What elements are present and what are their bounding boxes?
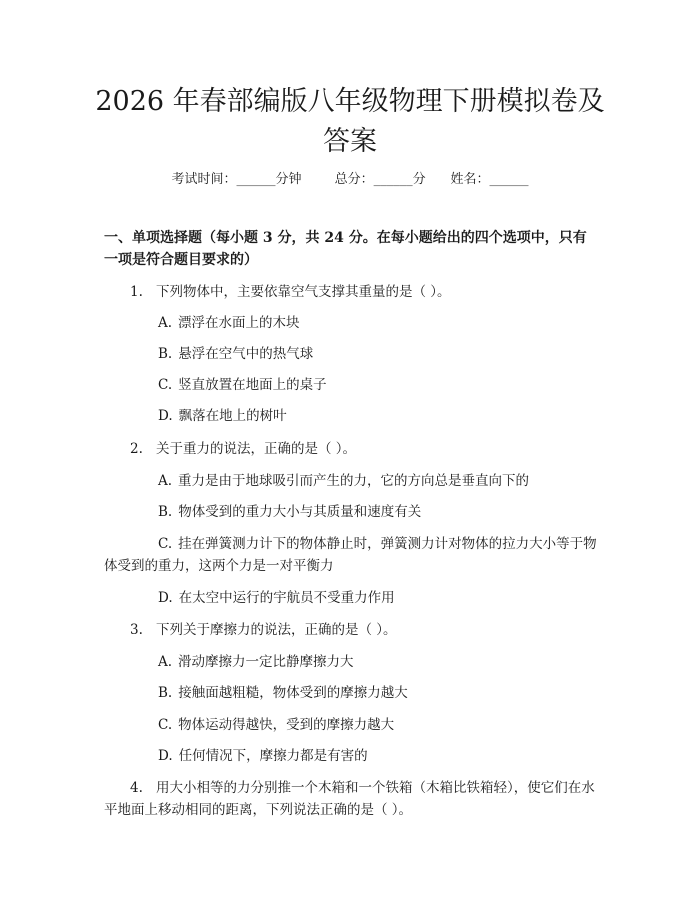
question-1-option-c xyxy=(104,374,600,396)
exam-info-line xyxy=(0,168,700,187)
option-text: 悬浮在空气中的热气球 xyxy=(178,346,314,362)
option-text: 漂浮在水面上的木块 xyxy=(178,315,300,331)
time-blank: ______ xyxy=(236,172,276,187)
option-text: 在太空中运行的宇航员不受重力作用 xyxy=(178,590,395,606)
option-letter: B. xyxy=(158,685,173,701)
question-3 xyxy=(104,619,600,641)
option-text: 滑动摩擦力一定比静摩擦力大 xyxy=(178,654,354,670)
question-number: 3. xyxy=(130,622,143,638)
score-unit: 分 xyxy=(412,172,426,187)
option-letter: A. xyxy=(158,654,173,670)
question-number: 2. xyxy=(130,441,143,457)
question-1-option-a xyxy=(104,312,600,334)
option-letter: C. xyxy=(158,377,173,393)
question-1-option-d xyxy=(104,405,600,427)
question-2-option-b xyxy=(104,501,600,523)
score-label: 总分： xyxy=(334,172,374,187)
question-1-option-b xyxy=(104,343,600,365)
question-4 xyxy=(104,777,600,821)
question-2-option-c xyxy=(104,533,600,577)
exam-title: 2026 年春部编版八年级物理下册模拟卷及答案 xyxy=(95,86,605,157)
question-1 xyxy=(104,281,600,303)
option-text: 飘落在地上的树叶 xyxy=(178,408,287,424)
option-letter: B. xyxy=(158,346,173,362)
option-text: 物体运动得越快，受到的摩擦力越大 xyxy=(178,717,395,733)
question-3-option-b xyxy=(104,682,600,704)
option-text: 物体受到的重力大小与其质量和速度有关 xyxy=(178,504,422,520)
time-unit: 分钟 xyxy=(275,172,302,187)
option-letter: D. xyxy=(158,408,173,424)
section-heading: 一、单项选择题（每小题 3 分，共 24 分。在每小题给出的四个选项中，只有一项是符合题目要求的） xyxy=(104,230,587,268)
question-text: 下列物体中，主要依靠空气支撑其重量的是（ ）。 xyxy=(156,284,451,300)
question-text: 关于重力的说法，正确的是（ ）。 xyxy=(156,441,357,457)
question-2-option-a xyxy=(104,470,600,492)
question-text: 用大小相等的力分别推一个木箱和一个铁箱（木箱比铁箱轻），使它们在水平地面上移动相同的距离，下列说法正确的是（ ）。 xyxy=(104,780,595,818)
time-label: 考试时间： xyxy=(171,172,237,187)
option-letter: C. xyxy=(158,536,173,552)
option-letter: D. xyxy=(158,748,173,764)
question-3-option-c xyxy=(104,714,600,736)
name-blank: ______ xyxy=(489,172,529,187)
name-label: 姓名： xyxy=(450,172,490,187)
option-letter: D. xyxy=(158,590,173,606)
option-text: 竖直放置在地面上的桌子 xyxy=(178,377,327,393)
option-text: 挂在弹簧测力计下的物体静止时，弹簧测力计对物体的拉力大小等于物体受到的重力，这两个力是一对平衡力 xyxy=(104,536,597,574)
option-text: 接触面越粗糙，物体受到的摩擦力越大 xyxy=(178,685,408,701)
question-3-option-a xyxy=(104,651,600,673)
score-blank: ______ xyxy=(373,172,413,187)
question-number: 4. xyxy=(130,780,143,796)
question-2-option-d xyxy=(104,587,600,609)
option-letter: A. xyxy=(158,473,173,489)
question-3-option-d xyxy=(104,745,600,767)
question-number: 1. xyxy=(130,284,143,300)
option-text: 任何情况下，摩擦力都是有害的 xyxy=(178,748,368,764)
option-letter: C. xyxy=(158,717,173,733)
option-text: 重力是由于地球吸引而产生的力，它的方向总是垂直向下的 xyxy=(178,473,530,489)
option-letter: B. xyxy=(158,504,173,520)
option-letter: A. xyxy=(158,315,173,331)
question-text: 下列关于摩擦力的说法，正确的是（ ）。 xyxy=(156,622,397,638)
question-2 xyxy=(104,438,600,460)
